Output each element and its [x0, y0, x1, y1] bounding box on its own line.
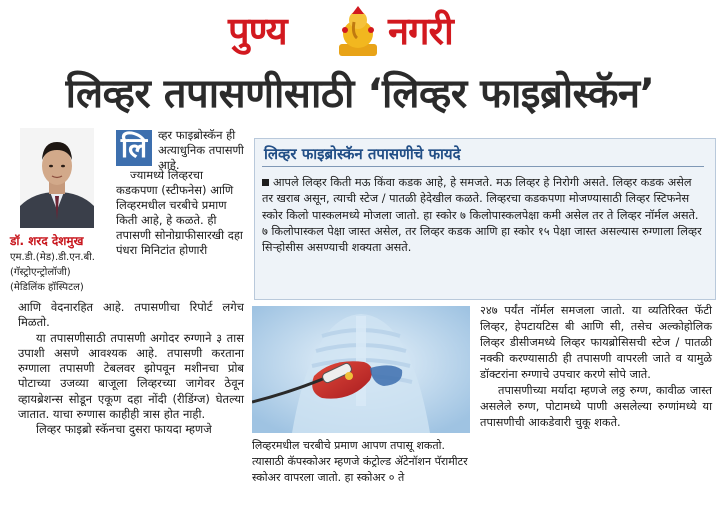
- paragraph-text: २४७ पर्यंत नॉर्मल समजला जातो. या व्यतिरिक्त फॅटी लिव्हर, हेपटायटिस बी आणि सी, तसेच अल्कोहोलिक लिव्हर डीसीजमध्ये लिव्हर फायब्रोसिसची स्टेज / पातळी नक्की करण्यासाठी ही तपासणी वापरली जाते व यामुळे डॉक्टरांना रुग्णाचे उपचार करणे सोपे जाते.: [480, 304, 712, 381]
- logo-text-left: पुण्य: [228, 9, 287, 53]
- fibroscan-illustration: [252, 306, 470, 433]
- paragraph-text: आणि वेदनारहित आहे. तपासणीचा रिपोर्ट लगेच मिळतो.: [18, 300, 244, 330]
- benefits-text-block: [262, 175, 704, 256]
- benefits-divider: [262, 166, 704, 167]
- article-column-3: [480, 303, 712, 431]
- ganesha-logo-icon: [335, 4, 381, 58]
- credential-line: एम.डी.(मेड).डी.एन.बी.: [10, 252, 95, 263]
- drop-cap: लि: [116, 130, 152, 166]
- paragraph-text: ज्यामध्ये लिव्हरचा कडकपणा (स्टीफनेस) आणि लिव्हरमधील चरबीचे प्रमाण किती आहे, हे कळते. ही तपासणी सोनोग्राफीसारखी दहा पंधरा मिनिटांत होणारी: [116, 168, 243, 257]
- credential-line: (मेडिलिंक हॉस्पिटल): [10, 282, 84, 293]
- author-credentials: [10, 250, 110, 295]
- benefits-text: आपले लिव्हर किती मऊ किंवा कडक आहे, हे समजते. मऊ लिव्हर हे निरोगी असते. लिव्हर कडक असेल तर खराब असून, त्याची स्टेज / पातळी हेदेखील कळते. लिव्हरचा कडकपणा मोजण्यासाठी लिव्हर स्टिफनेस स्कोर किलो पास्कलमध्ये मोजला जातो. हा स्कोर ७ किलोपास्कलपेक्षा कमी असेल तर ते लिव्हर नॉर्मल असते. ७ किलोपास्कल पेक्षा जास्त असेल, तर लिव्हर कडक आणि हा स्कोर १५ पेक्षा जास्त असल्यास रुग्णाला लिव्हर सिऱ्होसीस असण्याची शक्यता असते.: [262, 176, 702, 255]
- author-photo: [20, 128, 94, 228]
- paragraph-text: लिव्हर फाइब्रो स्कॅनचा दुसरा फायदा म्हणजे: [36, 422, 212, 437]
- masthead: [0, 0, 720, 68]
- article-intro: व्हर फाइब्रोस्कॅन ही अत्याधुनिक तपासणी आहे.: [158, 128, 244, 172]
- paragraph-text: तपासणीच्या मर्यादा म्हणजे लठ्ठ रुग्ण, कावीळ जास्त असलेले रुग्ण, पोटामध्ये पाणी असलेल्या रुग्णांमध्ये या तपासणीची आकडेवारी चुकू शकते.: [480, 384, 712, 429]
- article-column-1: [18, 300, 244, 438]
- headline: लिव्हर तपासणीसाठी ‘लिव्हर फाइब्रोस्कॅन’: [65, 71, 655, 117]
- illustration-caption: लिव्हरमधील चरबीचे प्रमाण आपण तपासू शकतो. त्यासाठी कॅपस्कोअर म्हणजे कंट्रोल्ड ॲटेनॉशन पॅरामीटर स्कोअर वापरला जातो. हा स्कोअर ० ते: [252, 439, 468, 484]
- credential-line: (गॅस्ट्रोएन्ट्रोलॉजी): [10, 267, 71, 278]
- author-name: डॉ. शरद देशमुख: [10, 234, 84, 248]
- article-paragraph: [116, 168, 244, 258]
- logo-text-right: नगरी: [388, 9, 453, 53]
- benefits-title: लिव्हर फाइब्रोस्कॅन तपासणीचे फायदे: [264, 145, 461, 163]
- paragraph-text: या तपासणीसाठी तपासणी अगोदर रुग्णाने ३ तास उपाशी असणे आवश्यक आहे. तपासणी करताना रुग्णाला तपासणी टेबलवर झोपवून मशीनचा प्रोब पोटाच्या उजव्या बाजूला लिव्हरच्या जागेवर ठेवून व्हायब्रेशन्स सोडून एकूण दहा नोंदी (रीडिंग्ज) घेतल्या जातात. याचा रुग्णास काहीही त्रास होत नाही.: [18, 330, 244, 422]
- square-bullet-icon: [262, 179, 269, 186]
